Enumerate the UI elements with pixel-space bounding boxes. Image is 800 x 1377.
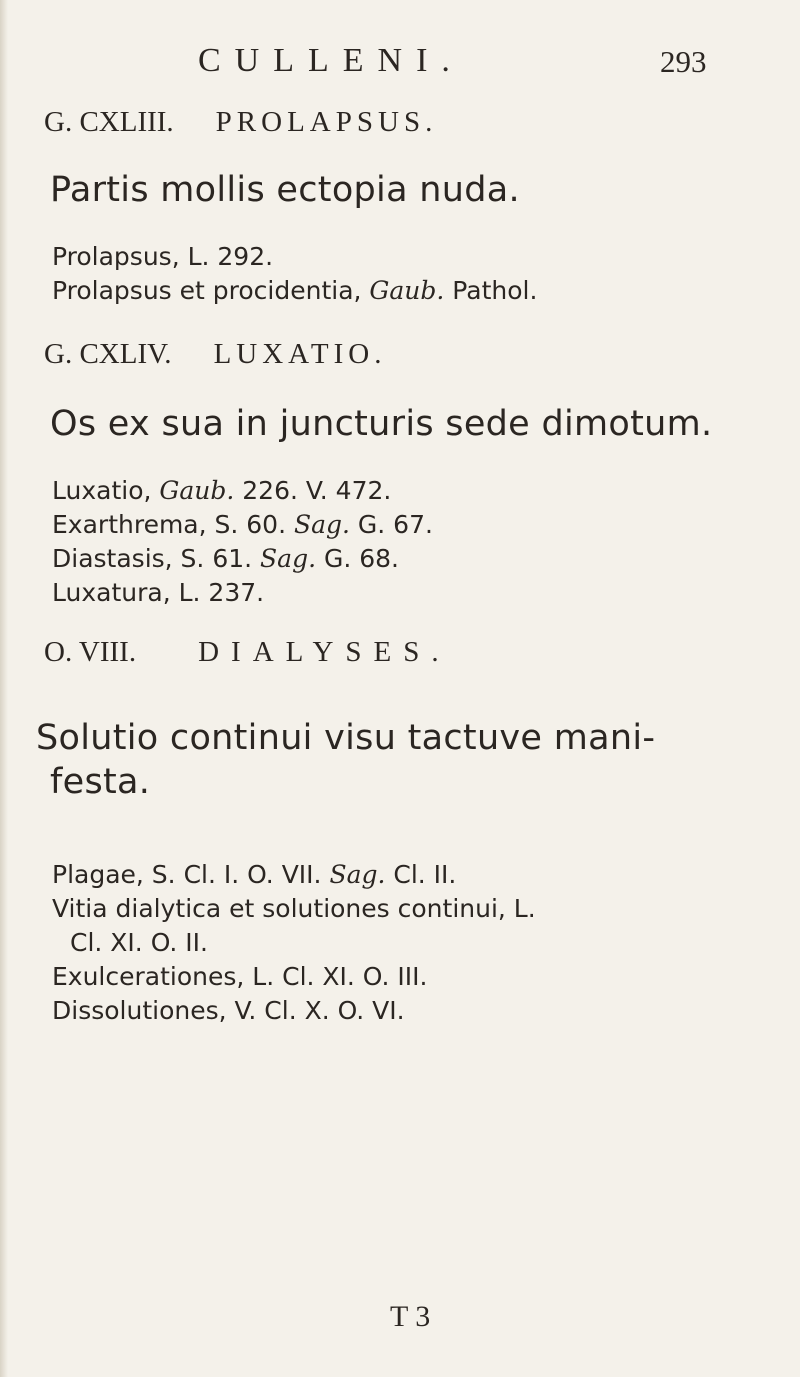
page-number: 293 xyxy=(660,44,707,79)
definition-luxatio: Os ex sua in juncturis sede dimotum. xyxy=(50,404,713,444)
genus-label: G. CXLIII. xyxy=(44,106,174,138)
page-gutter xyxy=(0,0,8,1377)
synonym-line: Vitia dialytica et solutiones continui, L. xyxy=(52,894,536,923)
synonym-text: Diastasis, S. 61. xyxy=(52,544,261,573)
definition-prolapsus: Partis mollis ectopia nuda. xyxy=(50,170,520,210)
synonym-line xyxy=(52,542,399,576)
synonym-line xyxy=(52,274,537,308)
synonym-text: G. 68. xyxy=(316,544,399,573)
synonym-line: Cl. XI. O. II. xyxy=(70,928,208,957)
synonym-line xyxy=(52,474,391,508)
synonym-text: Luxatio, xyxy=(52,476,160,505)
genus-label: G. CXLIV. xyxy=(44,338,172,370)
synonym-text: Exarthrema, S. 60. xyxy=(52,510,294,539)
order-heading-dialyses xyxy=(44,636,451,669)
order-name: DIALYSES. xyxy=(198,636,451,668)
definition-dialyses-line1: Solutio continui visu tactuve mani- xyxy=(36,718,656,758)
genus-name: PROLAPSUS. xyxy=(215,106,438,138)
synonym-text: Pathol. xyxy=(444,276,538,305)
synonym-line: Exulcerationes, L. Cl. XI. O. III. xyxy=(52,962,428,991)
synonym-text: Prolapsus et procidentia, xyxy=(52,276,370,305)
definition-dialyses-line2: festa. xyxy=(50,762,151,802)
synonym-text: G. 67. xyxy=(349,510,433,539)
genus-heading-luxatio xyxy=(44,338,386,371)
synonym-author: Sag. xyxy=(260,544,317,573)
synonym-author: Gaub. xyxy=(369,276,445,305)
synonym-line: Dissolutiones, V. Cl. X. O. VI. xyxy=(52,996,405,1025)
synonym-line xyxy=(52,858,456,892)
synonym-author: Sag. xyxy=(329,860,386,889)
signature-mark: T 3 xyxy=(390,1300,431,1333)
order-label: O. VIII. xyxy=(44,636,137,668)
genus-name: LUXATIO. xyxy=(213,338,387,370)
synonym-text: 226. V. 472. xyxy=(234,476,392,505)
synonym-line: Prolapsus, L. 292. xyxy=(52,242,274,271)
synonym-text: Cl. II. xyxy=(385,860,457,889)
synonym-text: Plagae, S. Cl. I. O. VII. xyxy=(52,860,330,889)
synonym-line: Luxatura, L. 237. xyxy=(52,578,265,607)
synonym-author: Gaub. xyxy=(159,476,235,505)
genus-heading-prolapsus xyxy=(44,106,437,139)
synonym-line xyxy=(52,508,433,542)
running-title: CULLENI. xyxy=(198,42,464,79)
synonym-author: Sag. xyxy=(293,510,350,539)
